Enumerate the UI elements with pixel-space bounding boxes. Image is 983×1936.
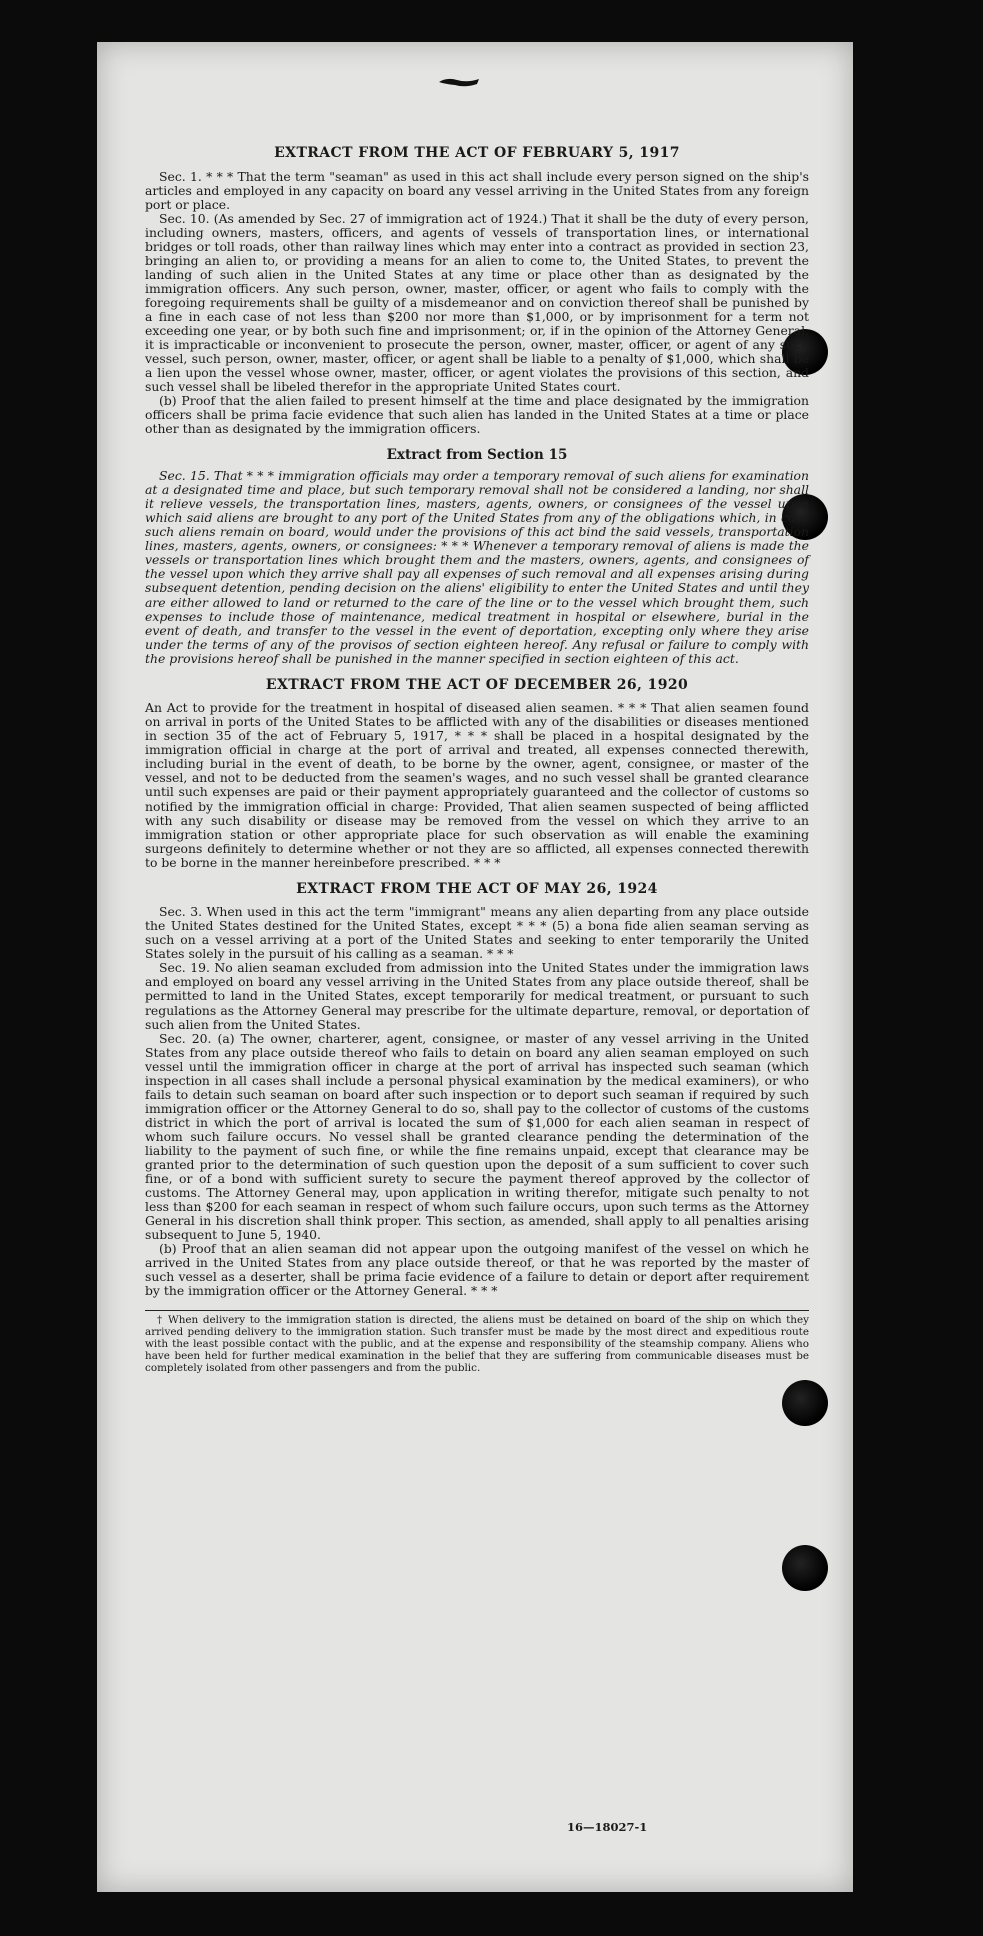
- document-number: 16—18027-1: [567, 1820, 648, 1834]
- section-may-1924: [145, 882, 809, 1298]
- section-heading: EXTRACT FROM THE ACT OF FEBRUARY 5, 1917: [274, 145, 680, 161]
- document-body: [145, 146, 809, 1375]
- section-heading: EXTRACT FROM THE ACT OF MAY 26, 1924: [296, 880, 658, 897]
- footnote: [145, 1310, 809, 1375]
- section-heading: EXTRACT FROM THE ACT OF DECEMBER 26, 1920: [265, 676, 689, 693]
- paragraph: Sec. 20. (a) The owner, charterer, agent, consignee, or master of any vessel arriving in the United States from any place outside thereof who fails to detain on board any alien seaman employed on such vessel until the immigration officer in charge at the port of arrival has inspected such seaman (which inspection in all cases shall include a personal physical examination by the medical examiners), or who fails to detain such seaman on board after such inspection or to deport such seaman if required by such immigration officer or the Attorney General to do so, shall pay to the collector of customs of the customs district in which the port of arrival is located the sum of $1,000 for each alien seaman in respect of whom such failure occurs. No vessel shall be granted clearance pending the determination of the liability to the payment of such fine, or while the fine remains unpaid, except that clearance may be granted prior to the determination of such question upon the deposit of a sum sufficient to cover such fine, or of a bond with sufficient surety to secure the payment thereof approved by the collector of customs. The Attorney General may, upon application in writing therefor, mitigate such penalty to not less than $200 for each seaman in respect of whom such failure occurs, upon such terms as the Attorney General in his discretion shall think proper. This section, as amended, shall apply to all penalties arising subsequent to June 5, 1940.: [145, 1030, 809, 1242]
- punch-hole: [782, 1380, 828, 1426]
- section-15: [145, 448, 809, 665]
- paragraph: Sec. 19. No alien seaman excluded from admission into the United States under the immigration laws and employed on board any vessel arriving in the United States from any place outside thereof, shall be permitted to land in the United States, except temporarily for medical treatment, or pursuant to such regulations as the Attorney General may prescribe for the ultimate departure, removal, or deportation of such alien from the United States.: [145, 960, 809, 1032]
- punch-hole: [782, 1545, 828, 1591]
- paragraph: Sec. 1. * * * That the term "seaman" as used in this act shall include every person signed on the ship's articles and employed in any capacity on board any vessel arriving in the United States from any foreign port or place.: [145, 168, 809, 212]
- paragraph: Sec. 10. (As amended by Sec. 27 of immigration act of 1924.) That it shall be the duty of every person, including owners, masters, officers, and agents of vessels of transportation lines, or international bridges or toll roads, other than railway lines which may enter into a contract as provided in section 23, bringing an alien to, or providing a means for an alien to come to, the United States, to prevent the landing of such alien in the United States at any time or place other than as designated by the immigration officers. Any such person, owner, master, officer, or agent who fails to comply with the foregoing requirements shall be guilty of a misdemeanor and on conviction thereof shall be punished by a fine in each case of not less than $200 nor more than $1,000, or by imprisonment for a term not exceeding one year, or by both such fine and imprisonment; or, if in the opinion of the Attorney General, it is impracticable or inconvenient to prosecute the person, owner, master, officer, or agent of any such vessel, such person, owner, master, officer, or agent shall be liable to a penalty of $1,000, which shall be a lien upon the vessel whose owner, master, officer, or agent violates the provisions of this section, and such vessel shall be libeled therefor in the appropriate United States court.: [145, 210, 809, 395]
- section-dec-1920: [145, 678, 809, 870]
- document-page: [97, 42, 853, 1892]
- paragraph: Sec. 15. That * * * immigration officials may order a temporary removal of such aliens for examination at a designated time and place, but such temporary removal shall not be considered a landing, nor shall it relieve vessels, the transportation lines, masters, agents, owners, or consignees of the vessel upon which said aliens are brought to any port of the United States from any of the obligations which, in case such aliens remain on board, would under the provisions of this act bind the said vessels, transportation lines, masters, agents, owners, or consignees: * * * Whenever a temporary removal of aliens is made the vessels or transportation lines which brought them and the masters, owners, agents, and consignees of the vessel upon which they arrive shall pay all expenses of such removal and all expenses arising during subsequent detention, pending decision on the aliens' eligibility to enter the United States and until they are either allowed to land or returned to the care of the line or to the vessel which brought them, such expenses to include those of maintenance, medical treatment in hospital or elsewhere, burial in the event of death, and transfer to the vessel in the event of deportation, excepting only where they arise under the terms of any of the provisos of section eighteen hereof. Any refusal or failure to comply with the provisions hereof shall be punished in the manner specified in section eighteen of this act.: [145, 468, 809, 666]
- paragraph: An Act to provide for the treatment in hospital of diseased alien seamen. * * * That alien seamen found on arrival in ports of the United States to be afflicted with any of the disabilities or diseases mentioned in section 35 of the act of February 5, 1917, * * * shall be placed in a hospital designated by the immigration official in charge at the port of arrival and treated, all expenses connected therewith, including burial in the event of death, to be borne by the owner, agent, consignee, or master of the vessel, and not to be deducted from the seamen's wages, and no such vessel shall be granted clearance until such expenses are paid or their payment appropriately guaranteed and the collector of customs so notified by the immigration official in charge: Provided, That alien seamen suspected of being afflicted with any such disability or disease may be removed from the vessel on which they arrive to an immigration station or other appropriate place for such observation as will enable the examining surgeons definitely to determine whether or not they are so afflicted, all expenses connected therewith to be borne in the manner hereinbefore prescribed. * * *: [145, 700, 809, 870]
- paragraph: (b) Proof that an alien seaman did not appear upon the outgoing manifest of the vessel on which he arrived in the United States from any place outside thereof, or that he was reported by the master of such vessel as a deserter, shall be prima facie evidence of a failure to detain or deport after requirement by the immigration officer or the Attorney General. * * *: [145, 1240, 809, 1298]
- paragraph: Sec. 3. When used in this act the term "immigrant" means any alien departing from any place outside the United States destined for the United States, except * * * (5) a bona fide alien seaman serving as such on a vessel arriving at a port of the United States and seeking to enter temporarily the United States solely in the pursuit of his calling as a seaman. * * *: [145, 904, 809, 962]
- footnote-text: † When delivery to the immigration station is directed, the aliens must be detained on board of the ship on which they arrived pending delivery to the immigration station. Such transfer must be made by the most direct and expeditious route with the least possible contact with the public, and at the expense and responsibility of the steamship company. Aliens who have been held for further medical examination in the belief that they are suffering from communicable diseases must be completely isolated from other passengers and from the public.: [145, 1313, 809, 1374]
- section-feb-1917: [145, 146, 809, 436]
- paragraph: (b) Proof that the alien failed to present himself at the time and place designated by the immigration officers shall be prima facie evidence that such alien has landed in the United States at a time or place other than as designated by the immigration officers.: [145, 393, 809, 437]
- ink-smudge: [437, 75, 481, 89]
- section-heading: Extract from Section 15: [386, 447, 568, 464]
